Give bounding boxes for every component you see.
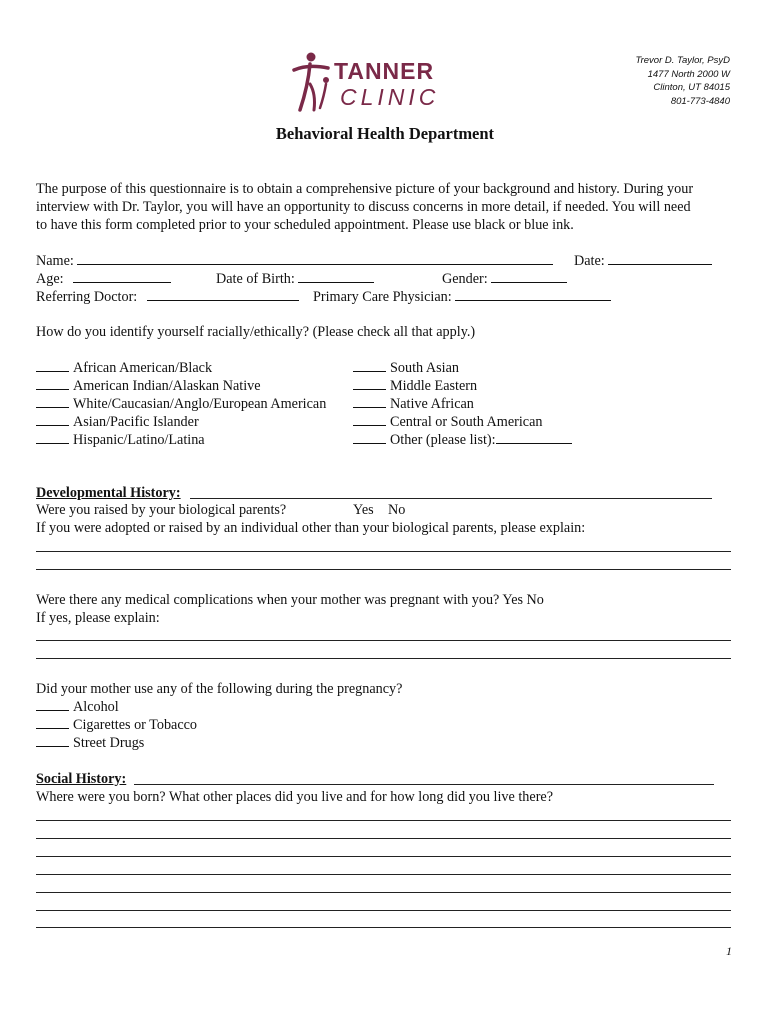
heading-rule: [134, 784, 714, 785]
race-option-left[interactable]: [36, 413, 199, 431]
checkbox-blank[interactable]: [353, 413, 386, 426]
page-title: Behavioral Health Department: [275, 124, 495, 143]
race-option-left[interactable]: [36, 395, 326, 413]
answer-line[interactable]: [36, 640, 731, 641]
race-option-left[interactable]: [36, 377, 261, 395]
dob-field[interactable]: [216, 270, 374, 288]
race-option-left[interactable]: [36, 359, 212, 377]
complications-explain: If yes, please explain:: [36, 610, 160, 626]
checkbox-blank[interactable]: [353, 377, 386, 390]
answer-line[interactable]: [36, 820, 731, 821]
intro-line: to have this form completed prior to your scheduled appointment. Please use black or blue ink.: [36, 217, 574, 233]
social-heading: Social History:: [36, 771, 127, 787]
race-option-right[interactable]: [353, 431, 572, 449]
race-option-label: Hispanic/Latino/Latina: [73, 432, 205, 448]
name-field[interactable]: [36, 252, 553, 270]
race-option-right[interactable]: [353, 395, 474, 413]
race-option-label: African American/Black: [73, 360, 213, 376]
checkbox-blank[interactable]: [36, 716, 69, 729]
clinic-logo: [290, 50, 440, 118]
address-line: 1477 North 2000 W: [647, 68, 730, 80]
substance-label: Street Drugs: [73, 735, 145, 751]
answer-line[interactable]: [36, 838, 731, 839]
answer-line[interactable]: [36, 658, 731, 659]
address-line: Clinton, UT 84015: [653, 82, 730, 93]
substance-option[interactable]: [36, 698, 119, 716]
race-option-right[interactable]: [353, 413, 542, 431]
race-option-left[interactable]: [36, 431, 205, 449]
date-label: Date:: [574, 253, 605, 269]
checkbox-blank[interactable]: [36, 734, 69, 747]
date-blank[interactable]: [608, 252, 712, 265]
figures-logo-icon: [290, 50, 336, 118]
checkbox-blank[interactable]: [36, 413, 69, 426]
checkbox-blank[interactable]: [353, 395, 386, 408]
answer-line[interactable]: [36, 910, 731, 911]
race-option-label: Asian/Pacific Islander: [73, 414, 199, 430]
checkbox-blank[interactable]: [353, 431, 386, 444]
pcp-blank[interactable]: [455, 288, 611, 301]
checkbox-blank[interactable]: [36, 395, 69, 408]
logo-line-clinic: CLINIC: [340, 84, 440, 110]
checkbox-blank[interactable]: [36, 431, 69, 444]
dob-blank[interactable]: [298, 270, 374, 283]
dob-label: Date of Birth:: [216, 271, 295, 287]
raised-no[interactable]: No: [388, 502, 406, 518]
race-option-right[interactable]: [353, 377, 477, 395]
race-option-label: American Indian/Alaskan Native: [73, 378, 261, 394]
name-label: Name:: [36, 253, 74, 269]
name-blank[interactable]: [77, 252, 553, 265]
page-number: 1: [726, 944, 732, 958]
pcp-field[interactable]: [313, 288, 611, 306]
heading-rule: [190, 498, 712, 499]
raised-question: Were you raised by your biological parents?: [36, 502, 287, 518]
checkbox-blank[interactable]: [36, 377, 69, 390]
substances-question: Did your mother use any of the following during the pregnancy?: [36, 681, 403, 697]
race-option-label: Middle Eastern: [390, 378, 478, 394]
answer-line[interactable]: [36, 551, 731, 552]
answer-line[interactable]: [36, 569, 731, 570]
answer-line[interactable]: [36, 927, 731, 928]
provider-address: [530, 54, 730, 108]
substance-label: Cigarettes or Tobacco: [73, 717, 198, 733]
other-race-blank[interactable]: [496, 431, 572, 444]
race-option-label: White/Caucasian/Anglo/European American: [73, 396, 327, 412]
birthplace-question: Where were you born? What other places did you live and for how long did you live there?: [36, 789, 554, 805]
answer-line[interactable]: [36, 892, 731, 893]
race-option-label: Native African: [390, 396, 474, 412]
race-question: How do you identify yourself racially/ethically? (Please check all that apply.): [36, 324, 476, 340]
raised-yes[interactable]: Yes: [353, 502, 374, 518]
age-label: Age:: [36, 271, 64, 287]
intro-line: The purpose of this questionnaire is to obtain a comprehensive picture of your background and history. During your: [36, 181, 694, 197]
referring-label: Referring Doctor:: [36, 289, 138, 305]
race-option-label: Central or South American: [390, 414, 543, 430]
address-line: Trevor D. Taylor, PsyD: [635, 55, 730, 66]
age-field[interactable]: [36, 270, 171, 288]
adopted-question: If you were adopted or raised by an individual other than your biological parents, please explain:: [36, 520, 586, 536]
logo-line-tanner: TANNER: [334, 58, 435, 84]
referring-doctor-field[interactable]: [36, 288, 299, 306]
race-option-label: Other (please list):: [390, 432, 496, 448]
gender-label: Gender:: [442, 271, 488, 287]
complications-question: Were there any medical complications when your mother was pregnant with you? Yes No: [36, 592, 544, 608]
checkbox-blank[interactable]: [36, 698, 69, 711]
age-blank[interactable]: [73, 270, 171, 283]
substance-option[interactable]: [36, 734, 144, 752]
developmental-heading: Developmental History:: [36, 485, 181, 501]
pcp-label: Primary Care Physician:: [313, 289, 452, 305]
answer-line[interactable]: [36, 874, 731, 875]
checkbox-blank[interactable]: [353, 359, 386, 372]
race-option-label: South Asian: [390, 360, 459, 376]
date-field[interactable]: [574, 252, 712, 270]
gender-field[interactable]: [442, 270, 567, 288]
intro-line: interview with Dr. Taylor, you will have an opportunity to discuss concerns in more detail, if needed. You will need: [36, 199, 691, 215]
gender-blank[interactable]: [491, 270, 567, 283]
checkbox-blank[interactable]: [36, 359, 69, 372]
substance-option[interactable]: [36, 716, 197, 734]
referring-blank[interactable]: [147, 288, 299, 301]
address-line: 801-773-4840: [670, 95, 730, 107]
answer-line[interactable]: [36, 856, 731, 857]
race-option-right[interactable]: [353, 359, 459, 377]
substance-label: Alcohol: [73, 699, 119, 715]
